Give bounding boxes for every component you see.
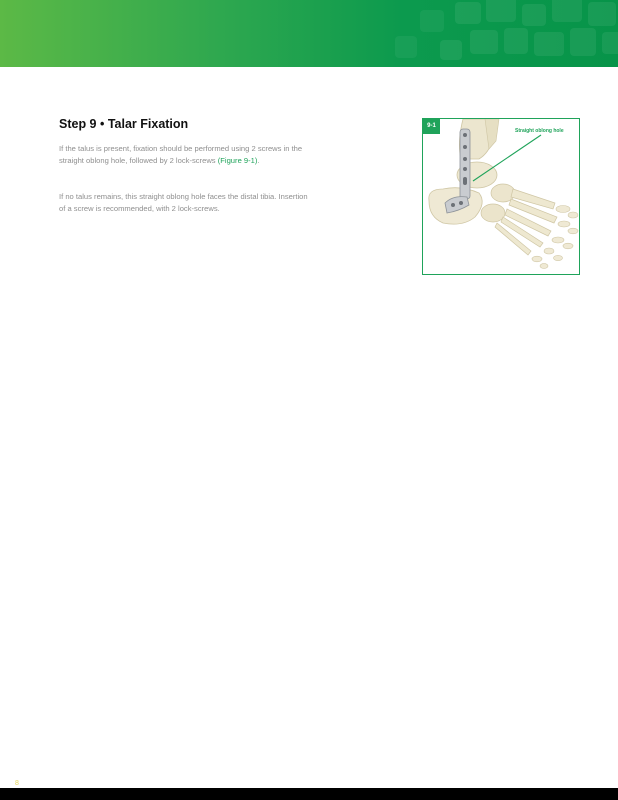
figure-reference-link[interactable]: (Figure 9-1) — [217, 155, 258, 165]
paragraph-text: If the talus is present, fixation should be performed using 2 screws in the straight oblong hole, followed by 2 lock-screws — [59, 144, 303, 165]
section-title: Step 9 • Talar Fixation — [59, 117, 189, 131]
figure-number-tag: 9-1 — [423, 119, 440, 134]
decorative-squares — [0, 0, 618, 67]
figure-9-1 — [422, 118, 580, 275]
footer-band — [0, 788, 618, 800]
page-number: 8 — [15, 780, 19, 787]
foot-skeleton-illustration — [423, 119, 580, 275]
figure-callout-label: Straight oblong hole — [515, 128, 564, 134]
paragraph-talus-present — [59, 143, 309, 166]
header-banner — [0, 0, 618, 67]
paragraph-no-talus: If no talus remains, this straight oblong hole faces the distal tibia. Insertion of a screw is recommended, with 2 lock-screws. — [59, 192, 308, 213]
paragraph-end: . — [257, 155, 260, 165]
